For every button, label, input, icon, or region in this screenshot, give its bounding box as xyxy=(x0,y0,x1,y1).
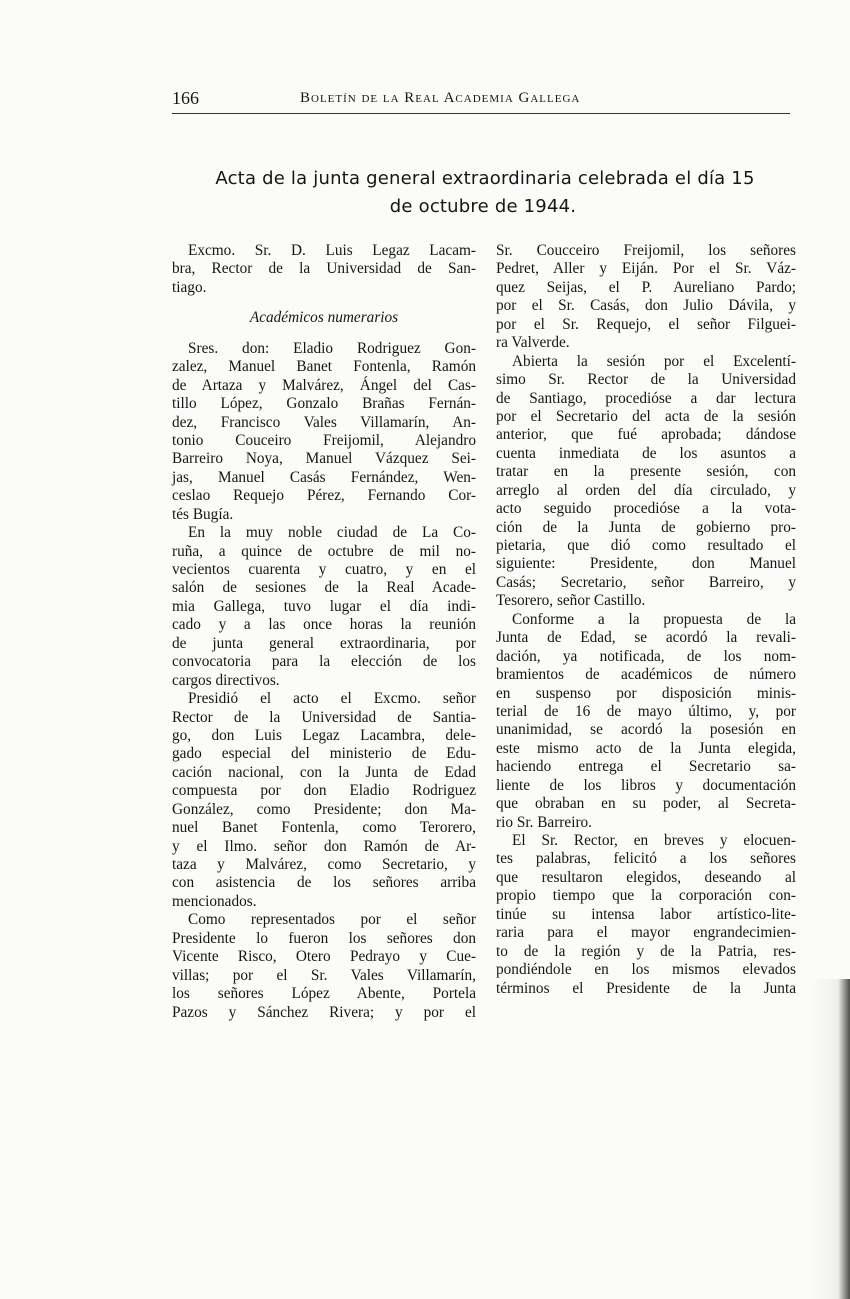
text-line: con asistencia de los señores arriba xyxy=(172,874,476,892)
text-line: unanimidad, se acordó la posesión en xyxy=(496,721,796,739)
text-line: jas, Manuel Casás Fernández, Wen- xyxy=(172,468,476,486)
text-line: gado especial del ministerio de Edu- xyxy=(172,745,476,763)
text-line: Junta de Edad, se acordó la revali- xyxy=(496,629,796,647)
text-line: que resultaron elegidos, deseando al xyxy=(496,868,796,886)
running-title: Boletín de la Real Academia Gallega xyxy=(300,90,581,106)
text-line: bramientos de académicos de número xyxy=(496,666,796,684)
text-line: Sr. Coucceiro Freijomil, los señores xyxy=(496,242,796,259)
text-line: tillo López, Gonzalo Brañas Fernán- xyxy=(172,395,476,413)
text-line: de junta general extraordinaria, por xyxy=(172,634,476,652)
paragraph xyxy=(496,611,796,832)
text-line: Rector de la Universidad de Santia- xyxy=(172,708,476,726)
text-line: simo Sr. Rector de la Universidad xyxy=(496,371,796,389)
text-line: bra, Rector de la Universidad de San- xyxy=(172,260,476,278)
text-line: Presidió el acto el Excmo. señor xyxy=(188,690,476,708)
text-line: zalez, Manuel Banet Fontenla, Ramón xyxy=(172,358,476,376)
paragraph xyxy=(172,242,476,297)
text-line: Barreiro Noya, Manuel Vázquez Sei- xyxy=(172,450,476,468)
text-line: mia Gallega, tuvo lugar el día indi- xyxy=(172,597,476,615)
text-line: de Santiago, procedióse a dar lectura xyxy=(496,389,796,407)
text-line: por el Secretario del acta de la sesión xyxy=(496,407,796,425)
right-column xyxy=(496,242,796,998)
text-line: El Sr. Rector, en breves y elocuen- xyxy=(512,832,796,849)
text-line: Tesorero, señor Castillo. xyxy=(496,592,646,610)
paragraph xyxy=(172,524,476,690)
section-heading: Académicos numerarios xyxy=(249,309,399,327)
text-line: vecientos cuarenta y cuatro, y en el xyxy=(172,561,476,578)
text-line: ra Valverde. xyxy=(496,334,570,352)
text-line: este mismo acto de la Junta elegida, xyxy=(496,739,796,757)
text-line: haciendo entrega el Secretario sa- xyxy=(496,758,796,776)
text-line: salón de sesiones de la Real Acade- xyxy=(172,579,476,597)
article-title-line-1: Acta de la junta general extraordinaria celebrada el día 15 xyxy=(215,168,755,189)
text-line: dez, Francisco Vales Villamarín, An- xyxy=(172,413,476,431)
text-line: tratar en la presente sesión, con xyxy=(496,463,796,481)
text-line: acto seguido procedióse a la vota- xyxy=(496,500,796,518)
text-line: raria para el mayor engrandecimien- xyxy=(496,924,796,942)
text-line: Abierta la sesión por el Excelentí- xyxy=(512,352,796,370)
text-line: go, don Luis Legaz Lacambra, dele- xyxy=(172,726,476,744)
text-line: arreglo al orden del día circulado, y xyxy=(496,481,796,499)
text-line: términos el Presidente de la Junta xyxy=(496,979,796,997)
paragraph xyxy=(172,911,476,1022)
text-line: Casás; Secretario, señor Barreiro, y xyxy=(496,573,796,591)
text-line: Pedret, Aller y Eiján. Por el Sr. Váz- xyxy=(496,260,796,278)
text-line: en suspenso por disposición minis- xyxy=(496,684,796,702)
paragraph xyxy=(496,353,796,611)
text-line: tés Bugía. xyxy=(172,505,234,523)
text-line: González, como Presidente; don Ma- xyxy=(172,800,476,818)
text-line: Presidente lo fueron los señores don xyxy=(172,929,476,947)
text-line: que obraban en su poder, al Secreta- xyxy=(496,795,796,813)
text-line: quez Seijas, el P. Aureliano Pardo; xyxy=(496,278,796,296)
paragraph xyxy=(172,690,476,911)
left-column xyxy=(172,242,476,1022)
page-edge-shadow xyxy=(810,979,850,1299)
text-line: mencionados. xyxy=(172,892,257,910)
text-line: liente de los libros y documentación xyxy=(496,776,796,794)
text-line: Como representados por el señor xyxy=(188,911,476,929)
text-line: cuenta inmediata de los asuntos a xyxy=(496,444,796,462)
text-line: ruña, a quince de octubre de mil no- xyxy=(172,542,476,560)
text-line: Vicente Risco, Otero Pedrayo y Cue- xyxy=(172,948,476,966)
text-line: tes palabras, felicitó a los señores xyxy=(496,850,796,868)
text-line: villas; por el Sr. Vales Villamarín, xyxy=(172,966,476,984)
text-line: propio tiempo que la corporación con- xyxy=(496,887,796,905)
text-line: compuesta por don Eladio Rodriguez xyxy=(172,782,476,800)
article-title-line-2: de octubre de 1944. xyxy=(389,196,577,217)
text-line: ción de la Junta de gobierno pro- xyxy=(496,518,796,536)
text-line: Excmo. Sr. D. Luis Legaz Lacam- xyxy=(188,242,476,259)
text-line: cargos directivos. xyxy=(172,671,280,689)
text-line: los señores López Abente, Portela xyxy=(172,985,476,1003)
text-line: pondiéndole en los mismos elevados xyxy=(496,961,796,979)
text-line: dación, ya notificada, de los nom- xyxy=(496,647,796,665)
paragraph xyxy=(496,832,796,998)
text-line: de Artaza y Malvárez, Ángel del Cas- xyxy=(172,376,476,394)
text-line: por el Sr. Requejo, el señor Filguei- xyxy=(496,315,796,333)
text-line: cación nacional, con la Junta de Edad xyxy=(172,763,476,781)
text-line: y el Ilmo. señor don Ramón de Ar- xyxy=(172,837,476,855)
text-line: to de la región y de la Patria, res- xyxy=(496,942,796,960)
page-number: 166 xyxy=(172,88,199,108)
paragraph xyxy=(496,242,796,353)
text-line: ceslao Requejo Pérez, Fernando Cor- xyxy=(172,487,476,505)
text-line: rio Sr. Barreiro. xyxy=(496,813,593,831)
text-line: terial de 16 de mayo último, y, por xyxy=(496,702,796,720)
header-rule xyxy=(172,113,790,114)
text-line: Sres. don: Eladio Rodriguez Gon- xyxy=(188,339,476,357)
text-line: tinúe su intensa labor artístico-lite- xyxy=(496,905,796,923)
text-line: siguiente: Presidente, don Manuel xyxy=(496,555,796,573)
text-line: convocatoria para la elección de los xyxy=(172,653,476,671)
text-line: cado y a las once horas la reunión xyxy=(172,616,476,634)
paragraph xyxy=(172,340,476,524)
text-line: Pazos y Sánchez Rivera; y por el xyxy=(172,1003,476,1021)
text-line: taza y Malvárez, como Secretario, y xyxy=(172,856,476,873)
text-line: Conforme a la propuesta de la xyxy=(512,610,796,628)
text-line: por el Sr. Casás, don Julio Dávila, y xyxy=(496,297,796,315)
text-line: tiago. xyxy=(172,278,207,296)
text-line: nuel Banet Fontenla, como Terorero, xyxy=(172,819,476,837)
text-line: anterior, que fué aprobada; dándose xyxy=(496,426,796,444)
text-line: pietaria, que dió como resultado el xyxy=(496,537,796,554)
text-line: tonio Couceiro Freijomil, Alejandro xyxy=(172,431,476,449)
text-line: En la muy noble ciudad de La Co- xyxy=(188,524,476,542)
